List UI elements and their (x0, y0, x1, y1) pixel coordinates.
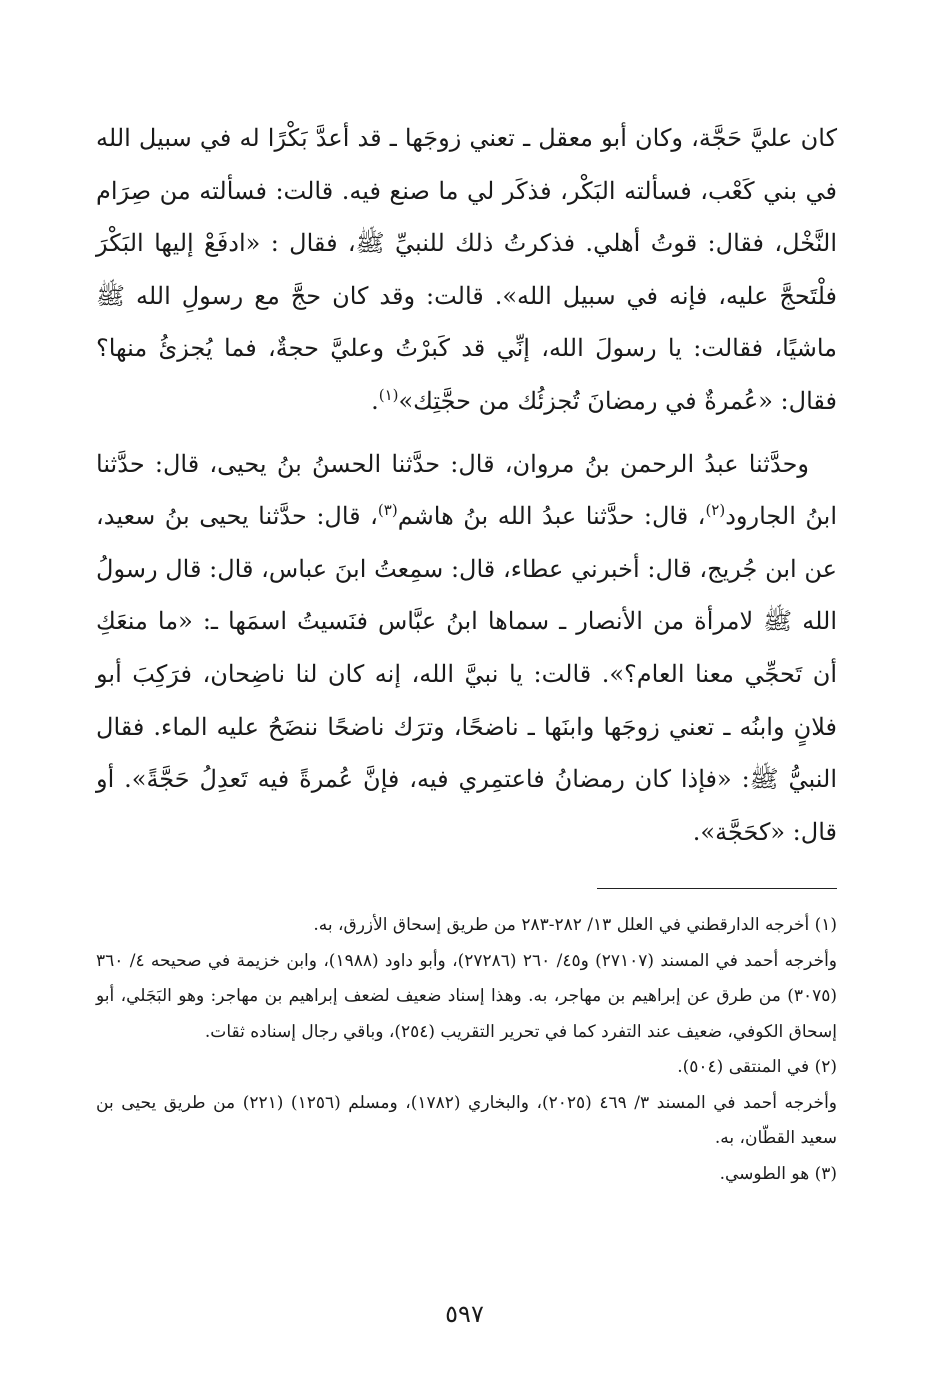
footnotes (96, 908, 837, 1192)
footnote-2-continued: وأخرجه أحمد في المسند ٣/ ٤٦٩ (٢٠٢٥)، والبخاري (١٧٨٢)، ومسلم (١٢٥٦) (٢٢١) من طريق يحيى بن سعيد القطّان، به. (96, 1092, 838, 1148)
paragraph-1 (96, 112, 837, 428)
paragraph-1-text: كان عليَّ حَجَّة، وكان أبو معقل ـ تعني زوجَها ـ قد أعدَّ بَكْرًا له في سبيل الله في بني كَعْب، فسألته البَكْر، فذكَر لي ما صنع فيه. قالت: فسألته من صِرَام النَّخْل، فقال: قوتُ أهلي. فذكرتُ ذلك للنبيِّ ﷺ، فقال : «ادفَعْ إليها البَكْرَ فلْتَحجَّ عليه، فإنه في سبيل الله». قالت: وقد كان حجَّ مع رسولِ الله ﷺ ماشيًا، فقالت: يا رسولَ الله، إنِّي قد كَبرْتُ وعليَّ حجةٌ، فما يُجزئُ منها؟ فقال: «عُمرةٌ في رمضانَ تُجزئُك من حجَّتِك» (96, 124, 837, 415)
footnote-1: (١) أخرجه الدارقطني في العلل ١٣/ ٢٨٢-٢٨٣ من طريق إسحاق الأزرق، به. (313, 915, 837, 935)
footnote-ref-2[interactable]: (٢) (705, 501, 726, 520)
main-text (96, 112, 837, 868)
footnote-1-continued: وأخرجه أحمد في المسند (٢٧١٠٧) و٤٥/ ٢٦٠ (٢٧٢٨٦)، وأبو داود (١٩٨٨)، وابن خزيمة في صحيحه ٤/ ٣٦٠ (٣٠٧٥) من طرق عن إبراهيم بن مهاجر، به. وهذا إسناد ضعيف لضعف إبراهيم بن مهاجر: وهو البَجَلي، أبو إسحاق الكوفي، ضعيف عند التفرد كما في تحرير التقريب (٢٥٤)، وباقي رجال إسناده ثقات. (96, 950, 838, 1042)
paragraph-1-tail: . (371, 386, 379, 415)
footnote-separator (597, 888, 837, 889)
footnote-ref-1[interactable]: (١) (378, 385, 399, 404)
footnote-2: (٢) في المنتقى (٥٠٤). (677, 1057, 837, 1077)
footnote-3: (٣) هو الطوسي. (719, 1163, 837, 1184)
paragraph-2-part-2: ، قال: حدَّثنا عبدُ الله بنُ هاشم (397, 502, 706, 531)
page-number: ٥٩٧ (445, 1300, 484, 1328)
paragraph-2 (96, 438, 837, 859)
paragraph-2-part-1: وحدَّثنا عبدُ الرحمن بنُ مروان، قال: حدَّثنا الحسنُ بنُ يحيى، قال: حدَّثنا ابنُ الجارود (96, 449, 837, 531)
footnote-ref-3[interactable]: (٣) (377, 501, 398, 520)
paragraph-2-part-3: ، قال: حدَّثنا يحيى بنُ سعيد، عن ابن جُريج، قال: أخبرني عطاء، قال: سمِعتُ ابنَ عباس، قال: قال رسولُ الله ﷺ لامرأة من الأنصار ـ سماها ابنُ عبَّاس فنَسيتُ اسمَها ـ: «ما منعَكِ أن تَحجِّي معنا العام؟». قالت: يا نبيَّ الله، إنه كان لنا ناضِحان، فرَكِبَ أبو فلانٍ وابنُه ـ تعني زوجَها وابنَها ـ ناضحًا، وترَك ناضحًا ننضَحُ عليه الماء. فقال النبيُّ ﷺ: «فإذا كان رمضانُ فاعتمِري فيه، فإنَّ عُمرةً فيه تَعدِلُ حَجَّةً». أو قال: «كحَجَّة». (96, 502, 837, 846)
